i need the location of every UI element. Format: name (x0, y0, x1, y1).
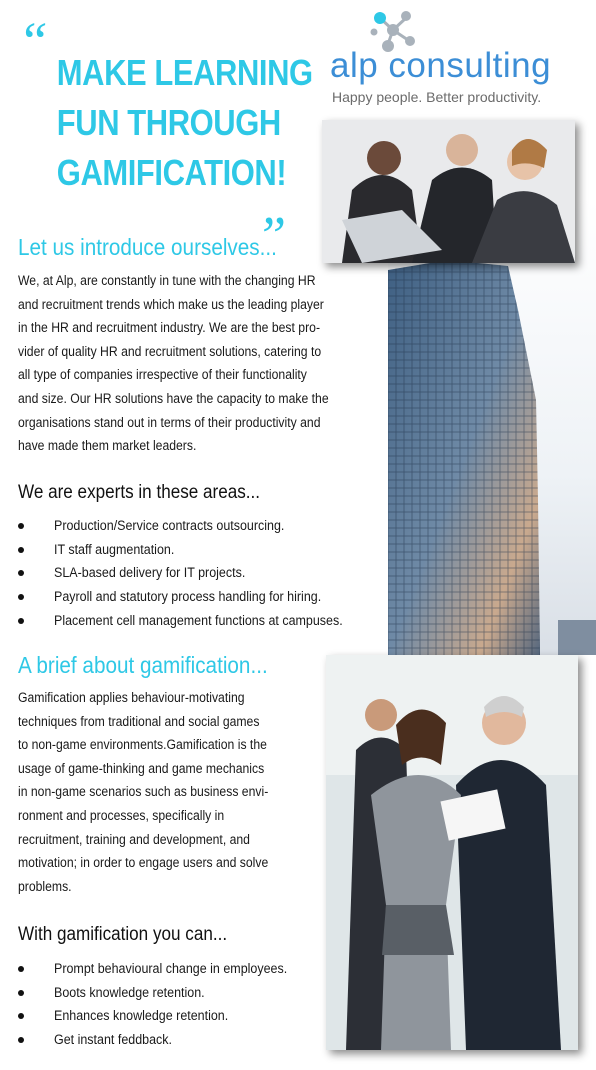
meeting-photo (322, 120, 575, 263)
gamification-line: ronment and processes, specifically in (18, 807, 225, 824)
gamification-title: A brief about gamification... (18, 652, 268, 678)
gamification-line: Gamification applies behaviour-motivating (18, 690, 245, 706)
bullet-icon (18, 990, 24, 996)
bullet-icon (18, 1037, 24, 1043)
intro-line: vider of quality HR and recruitment solutions, catering to (18, 343, 322, 360)
intro-line: in the HR and recruitment industry. We are the best pro- (18, 320, 321, 337)
gamification-line: problems. (18, 878, 72, 895)
intro-line: We, at Alp, are constantly in tune with the changing HR (18, 273, 316, 289)
gamification-line: recruitment, training and development, and (18, 831, 250, 848)
quote-close-mark: „ (262, 175, 293, 235)
intro-title: Let us introduce ourselves... (18, 234, 277, 260)
logo-tagline: Happy people. Better productivity. (332, 89, 542, 105)
intro-line: have made them market leaders. (18, 438, 197, 455)
intro-paragraph (18, 270, 380, 459)
gamification-line: in non-game scenarios such as business envi- (18, 784, 269, 801)
gamification-line: usage of game-thinking and game mechanics (18, 760, 265, 777)
list-item: Boots knowledge retention. (18, 982, 318, 1006)
gamification-line: motivation; in order to engage users and solve (18, 855, 269, 872)
list-item: Enhances knowledge retention. (18, 1005, 318, 1029)
can-title: With gamification you can... (18, 924, 228, 945)
bullet-icon (18, 1013, 24, 1019)
list-item: Payroll and statutory process handling for hiring. (18, 586, 388, 610)
logo-name: alp consulting (330, 46, 552, 85)
bullet-icon (18, 594, 24, 600)
gamification-line: to non-game environments.Gamification is the (18, 737, 267, 754)
can-list (18, 958, 318, 1053)
list-item: Production/Service contracts outsourcing. (18, 515, 388, 539)
headline-line-2: FUN THROUGH (56, 102, 281, 143)
bullet-icon (18, 966, 24, 972)
list-item: Get instant feddback. (18, 1029, 318, 1053)
list-item: Prompt behavioural change in employees. (18, 958, 318, 982)
bullet-icon (18, 523, 24, 529)
experts-title: We are experts in these areas... (18, 482, 261, 503)
experts-list (18, 515, 388, 633)
list-item: SLA-based delivery for IT projects. (18, 562, 388, 586)
gamification-paragraph (18, 687, 318, 899)
bullet-icon (18, 547, 24, 553)
building-image (388, 200, 596, 655)
list-item: Placement cell management functions at campuses. (18, 610, 388, 634)
gamification-line: techniques from traditional and social games (18, 713, 260, 730)
quote-open-mark: “ (18, 11, 49, 71)
bullet-icon (18, 570, 24, 576)
intro-line: organisations stand out in terms of their productivity and (18, 414, 321, 431)
list-item: IT staff augmentation. (18, 539, 388, 563)
intro-line: and size. Our HR solutions have the capacity to make the (18, 390, 329, 407)
professionals-photo (326, 655, 578, 1050)
headline-line-1: MAKE LEARNING (56, 52, 313, 93)
bullet-icon (18, 618, 24, 624)
headline-line-3: GAMIFICATION! (56, 152, 287, 193)
headline (40, 48, 313, 198)
intro-line: and recruitment trends which make us the leading player (18, 296, 324, 313)
intro-line: all type of companies irrespective of their functionality (18, 367, 307, 384)
